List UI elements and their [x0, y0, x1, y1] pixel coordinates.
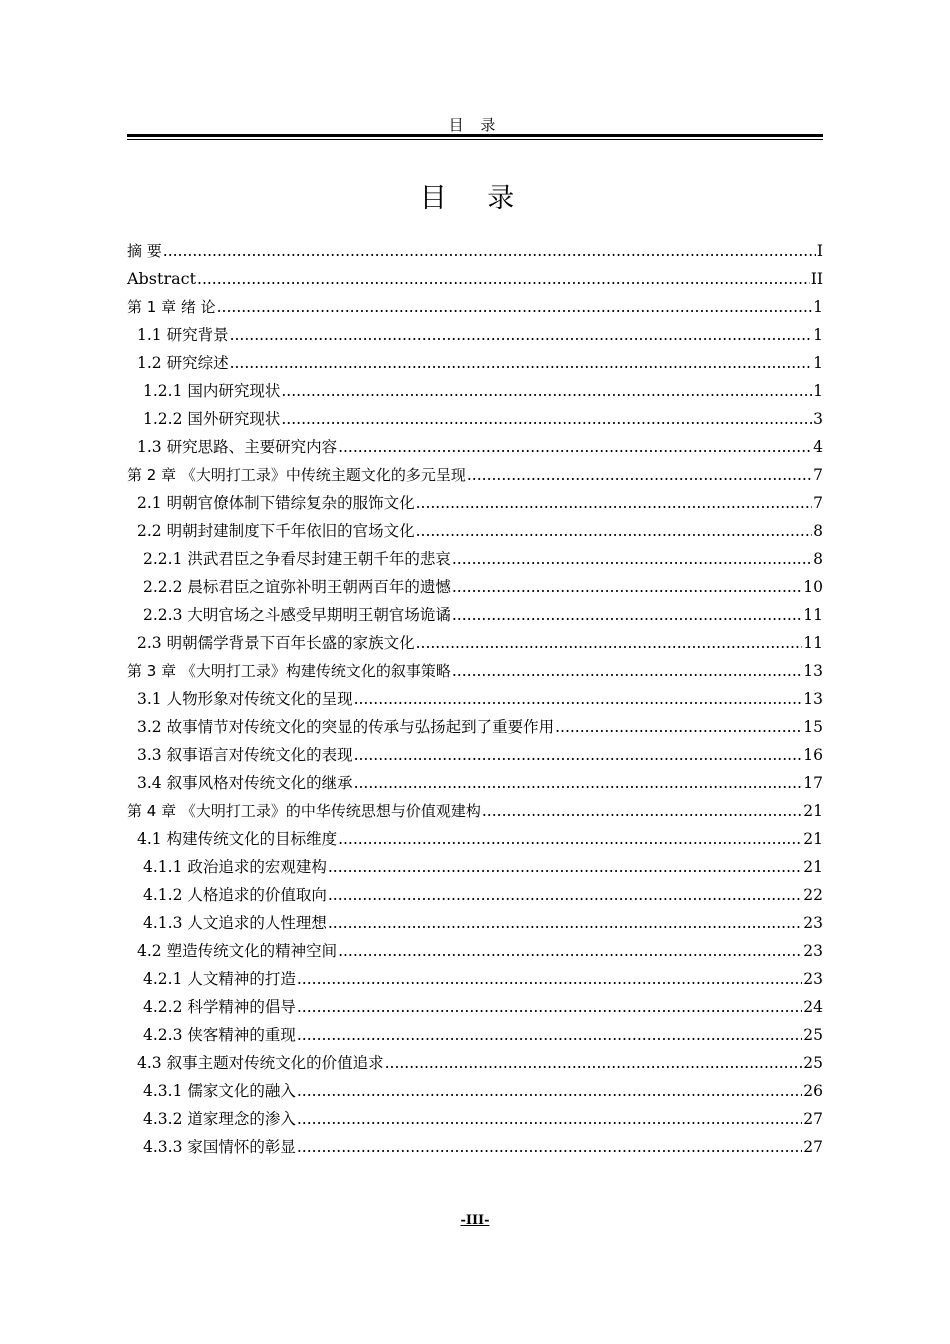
toc-entry-page: 21 [803, 830, 823, 848]
toc-entry-page: 25 [803, 1026, 823, 1044]
toc-dot-leader [328, 881, 802, 909]
toc-dot-leader [230, 321, 813, 349]
toc-entry-label: 3.4 叙事风格对传统文化的继承 [137, 774, 353, 792]
toc-entry[interactable] [127, 853, 823, 881]
toc-entry-page: 7 [813, 466, 823, 484]
toc-dot-leader [467, 461, 812, 489]
toc-entry[interactable] [127, 937, 823, 965]
toc-dot-leader [297, 965, 802, 993]
toc-dot-leader [482, 797, 802, 825]
toc-entry[interactable] [127, 993, 823, 1021]
toc-entry[interactable] [127, 321, 823, 349]
toc-entry-page: 1 [813, 382, 823, 400]
toc-entry[interactable] [127, 685, 823, 713]
toc-dot-leader [217, 293, 813, 321]
toc-entry[interactable] [127, 825, 823, 853]
toc-entry[interactable] [127, 1077, 823, 1105]
page-title: 目 录 [419, 183, 531, 214]
toc-dot-leader [354, 685, 803, 713]
toc-entry[interactable] [127, 517, 823, 545]
toc-entry-label: 2.1 明朝官僚体制下错综复杂的服饰文化 [137, 494, 415, 512]
toc-entry-label: 2.2.2 晨标君臣之谊弥补明王朝两百年的遗憾 [143, 578, 451, 596]
toc-entry-label: 1.2.2 国外研究现状 [143, 410, 281, 428]
toc-dot-leader [328, 853, 802, 881]
toc-entry-label: 4.3.2 道家理念的渗入 [143, 1110, 296, 1128]
toc-entry-page: 11 [803, 634, 823, 652]
toc-entry[interactable] [127, 629, 823, 657]
toc-dot-leader [297, 1133, 802, 1161]
toc-entry[interactable] [127, 881, 823, 909]
toc-entry-page: 22 [803, 886, 823, 904]
toc-entry-label: 1.1 研究背景 [137, 326, 229, 344]
toc-entry-page: 3 [813, 410, 823, 428]
toc-entry[interactable] [127, 601, 823, 629]
toc-entry[interactable] [127, 237, 823, 265]
toc-entry-page: 1 [813, 354, 823, 372]
toc-entry-page: 27 [803, 1138, 823, 1156]
toc-entry-page: 7 [813, 494, 823, 512]
toc-entry-label: 第 4 章 《大明打工录》的中华传统思想与价值观建构 [127, 802, 481, 820]
toc-dot-leader [354, 741, 803, 769]
toc-dot-leader [452, 601, 802, 629]
toc-entry-page: 15 [803, 718, 823, 736]
toc-dot-leader [163, 237, 816, 265]
toc-dot-leader [452, 545, 812, 573]
toc-entry-page: 16 [803, 746, 823, 764]
toc-dot-leader [297, 1077, 802, 1105]
toc-entry[interactable] [127, 349, 823, 377]
table-of-contents [127, 237, 823, 1161]
toc-entry-label: 1.2 研究综述 [137, 354, 229, 372]
toc-entry-label: 4.1.3 人文追求的人性理想 [143, 914, 327, 932]
toc-entry-label: 4.2.3 侠客精神的重现 [143, 1026, 296, 1044]
toc-entry[interactable] [127, 573, 823, 601]
toc-entry-page: 27 [803, 1110, 823, 1128]
toc-dot-leader [297, 1105, 802, 1133]
toc-entry[interactable] [127, 965, 823, 993]
toc-entry-page: 8 [813, 522, 823, 540]
toc-entry-page: 23 [803, 942, 823, 960]
toc-entry-page: 24 [803, 998, 823, 1016]
toc-entry-label: 第 2 章 《大明打工录》中传统主题文化的多元呈现 [127, 466, 466, 484]
toc-entry[interactable] [127, 545, 823, 573]
toc-entry-label: 4.1.1 政治追求的宏观建构 [143, 858, 327, 876]
toc-dot-leader [281, 405, 812, 433]
toc-entry[interactable] [127, 1105, 823, 1133]
toc-entry-label: 1.3 研究思路、主要研究内容 [137, 438, 338, 456]
toc-entry-page: 26 [803, 1082, 823, 1100]
toc-entry-page: 23 [803, 914, 823, 932]
toc-entry-page: II [810, 270, 823, 288]
toc-entry-page: I [816, 242, 823, 260]
toc-dot-leader [297, 993, 802, 1021]
toc-entry[interactable] [127, 377, 823, 405]
toc-entry-label: 4.3.3 家国情怀的彰显 [143, 1138, 296, 1156]
toc-entry[interactable] [127, 797, 823, 825]
toc-dot-leader [230, 349, 813, 377]
toc-dot-leader [452, 657, 802, 685]
toc-dot-leader [555, 713, 802, 741]
toc-dot-leader [338, 825, 802, 853]
toc-entry-label: 3.3 叙事语言对传统文化的表现 [137, 746, 353, 764]
toc-entry-page: 21 [803, 858, 823, 876]
toc-entry-label: 2.2.3 大明官场之斗感受早期明王朝官场诡谲 [143, 606, 451, 624]
toc-entry[interactable] [127, 769, 823, 797]
toc-dot-leader [328, 909, 802, 937]
toc-entry[interactable] [127, 1049, 823, 1077]
toc-entry[interactable] [127, 657, 823, 685]
header-rule-thick [127, 134, 823, 137]
toc-entry-label: 第 1 章 绪 论 [127, 298, 216, 316]
toc-entry-label: 4.1.2 人格追求的价值取向 [143, 886, 327, 904]
toc-dot-leader [416, 489, 813, 517]
toc-entry-page: 17 [803, 774, 823, 792]
toc-dot-leader [354, 769, 803, 797]
toc-entry-page: 1 [813, 326, 823, 344]
toc-entry[interactable] [127, 265, 823, 293]
toc-entry-page: 25 [803, 1054, 823, 1072]
toc-entry[interactable] [127, 405, 823, 433]
toc-dot-leader [197, 265, 810, 293]
toc-entry-page: 4 [813, 438, 823, 456]
toc-entry-label: 1.2.1 国内研究现状 [143, 382, 281, 400]
toc-dot-leader [385, 1049, 803, 1077]
toc-dot-leader [338, 433, 812, 461]
toc-entry-page: 13 [803, 690, 823, 708]
toc-entry-label: 2.2.1 洪武君臣之争看尽封建王朝千年的悲哀 [143, 550, 451, 568]
toc-entry-page: 1 [813, 298, 823, 316]
toc-entry-label: 2.3 明朝儒学背景下百年长盛的家族文化 [137, 634, 415, 652]
toc-entry-label: 4.3.1 儒家文化的融入 [143, 1082, 296, 1100]
toc-entry-label: 4.2.1 人文精神的打造 [143, 970, 296, 988]
toc-entry[interactable] [127, 909, 823, 937]
toc-dot-leader [281, 377, 812, 405]
toc-entry-label: 4.2 塑造传统文化的精神空间 [137, 942, 338, 960]
toc-entry-label: 4.3 叙事主题对传统文化的价值追求 [137, 1054, 384, 1072]
toc-entry-page: 11 [803, 606, 823, 624]
toc-dot-leader [416, 517, 813, 545]
toc-dot-leader [452, 573, 802, 601]
toc-entry-page: 13 [803, 662, 823, 680]
toc-entry[interactable] [127, 1021, 823, 1049]
toc-entry-label: 3.1 人物形象对传统文化的呈现 [137, 690, 353, 708]
toc-entry[interactable] [127, 713, 823, 741]
toc-entry-page: 23 [803, 970, 823, 988]
toc-entry-page: 8 [813, 550, 823, 568]
toc-entry[interactable] [127, 1133, 823, 1161]
toc-entry[interactable] [127, 489, 823, 517]
running-header: 目 录 [448, 116, 502, 134]
toc-entry[interactable] [127, 433, 823, 461]
toc-entry-label: 4.2.2 科学精神的倡导 [143, 998, 296, 1016]
toc-entry-label: 4.1 构建传统文化的目标维度 [137, 830, 338, 848]
toc-entry-label: 2.2 明朝封建制度下千年依旧的官场文化 [137, 522, 415, 540]
toc-entry-label: 3.2 故事情节对传统文化的突显的传承与弘扬起到了重要作用 [137, 718, 555, 736]
toc-entry[interactable] [127, 741, 823, 769]
toc-entry[interactable] [127, 293, 823, 321]
toc-dot-leader [338, 937, 802, 965]
toc-entry[interactable] [127, 461, 823, 489]
toc-dot-leader [416, 629, 803, 657]
toc-entry-label: 第 3 章 《大明打工录》构建传统文化的叙事策略 [127, 662, 451, 680]
toc-dot-leader [297, 1021, 802, 1049]
toc-entry-page: 21 [803, 802, 823, 820]
header-rule-thin [127, 139, 823, 140]
page-number: -III- [460, 1213, 490, 1228]
toc-entry-label: Abstract [127, 269, 197, 288]
toc-entry-page: 10 [803, 578, 823, 596]
toc-entry-label: 摘 要 [127, 242, 162, 260]
